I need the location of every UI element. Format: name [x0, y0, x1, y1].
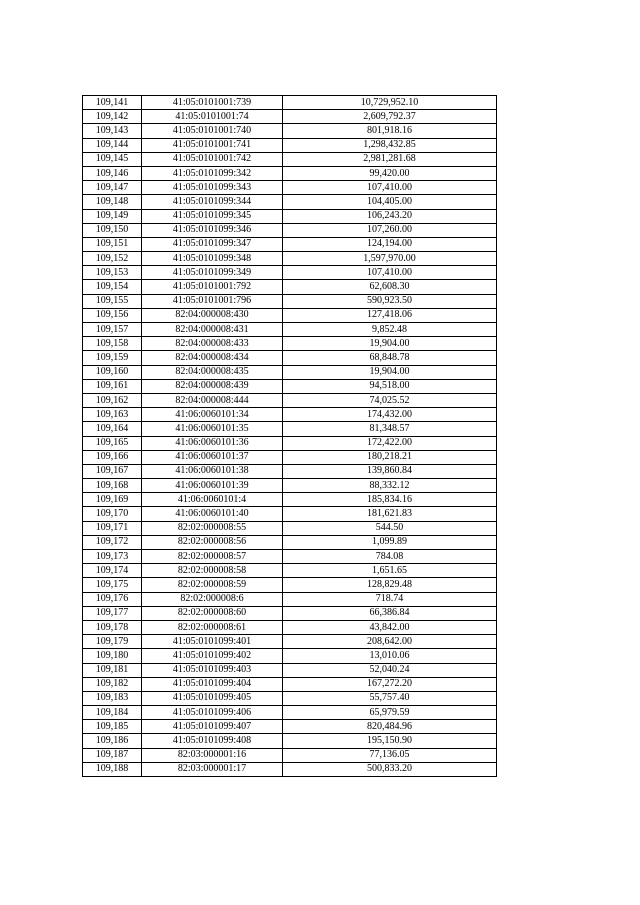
value-cell: 181,621.83 — [283, 507, 497, 521]
cadastral-number-cell: 41:05:0101099:343 — [142, 181, 283, 195]
row-number-cell: 109,178 — [83, 620, 142, 634]
row-number-cell: 109,165 — [83, 436, 142, 450]
row-number-cell: 109,170 — [83, 507, 142, 521]
value-cell: 1,099.89 — [283, 535, 497, 549]
value-cell: 784.08 — [283, 550, 497, 564]
table-row — [83, 323, 497, 337]
table-row — [83, 237, 497, 251]
value-cell: 43,842.00 — [283, 620, 497, 634]
table-row — [83, 195, 497, 209]
row-number-cell: 109,150 — [83, 223, 142, 237]
table-row — [83, 592, 497, 606]
value-cell: 66,386.84 — [283, 606, 497, 620]
cadastral-number-cell: 41:05:0101099:408 — [142, 734, 283, 748]
row-number-cell: 109,173 — [83, 550, 142, 564]
row-number-cell: 109,174 — [83, 564, 142, 578]
cadastral-number-cell: 41:05:0101099:347 — [142, 237, 283, 251]
table-row — [83, 393, 497, 407]
value-cell: 106,243.20 — [283, 209, 497, 223]
value-cell: 65,979.59 — [283, 706, 497, 720]
value-cell: 10,729,952.10 — [283, 96, 497, 110]
table-row — [83, 564, 497, 578]
value-cell: 104,405.00 — [283, 195, 497, 209]
value-cell: 68,848.78 — [283, 351, 497, 365]
row-number-cell: 109,147 — [83, 181, 142, 195]
cadastral-number-cell: 41:06:0060101:39 — [142, 479, 283, 493]
value-cell: 2,609,792.37 — [283, 110, 497, 124]
row-number-cell: 109,187 — [83, 748, 142, 762]
table-row — [83, 110, 497, 124]
cadastral-number-cell: 41:05:0101099:402 — [142, 649, 283, 663]
row-number-cell: 109,162 — [83, 393, 142, 407]
table-row — [83, 280, 497, 294]
value-cell: 590,923.50 — [283, 294, 497, 308]
row-number-cell: 109,183 — [83, 691, 142, 705]
row-number-cell: 109,180 — [83, 649, 142, 663]
cadastral-number-cell: 41:06:0060101:38 — [142, 464, 283, 478]
value-cell: 139,860.84 — [283, 464, 497, 478]
cadastral-number-cell: 41:05:0101001:740 — [142, 124, 283, 138]
row-number-cell: 109,167 — [83, 464, 142, 478]
value-cell: 1,651.65 — [283, 564, 497, 578]
table-row — [83, 677, 497, 691]
cadastral-number-cell: 82:02:000008:55 — [142, 521, 283, 535]
row-number-cell: 109,145 — [83, 152, 142, 166]
row-number-cell: 109,144 — [83, 138, 142, 152]
value-cell: 13,010.06 — [283, 649, 497, 663]
table-row — [83, 762, 497, 776]
row-number-cell: 109,155 — [83, 294, 142, 308]
cadastral-number-cell: 41:05:0101099:348 — [142, 252, 283, 266]
value-cell: 127,418.06 — [283, 308, 497, 322]
cadastral-number-cell: 41:05:0101099:345 — [142, 209, 283, 223]
value-cell: 74,025.52 — [283, 393, 497, 407]
table-row — [83, 706, 497, 720]
row-number-cell: 109,143 — [83, 124, 142, 138]
value-cell: 77,136.05 — [283, 748, 497, 762]
table-row — [83, 166, 497, 180]
table-row — [83, 720, 497, 734]
cadastral-number-cell: 41:06:0060101:37 — [142, 450, 283, 464]
row-number-cell: 109,182 — [83, 677, 142, 691]
value-cell: 128,829.48 — [283, 578, 497, 592]
cadastral-number-cell: 41:05:0101099:346 — [142, 223, 283, 237]
table-row — [83, 181, 497, 195]
row-number-cell: 109,160 — [83, 365, 142, 379]
row-number-cell: 109,141 — [83, 96, 142, 110]
table-row — [83, 748, 497, 762]
row-number-cell: 109,159 — [83, 351, 142, 365]
value-cell: 167,272.20 — [283, 677, 497, 691]
value-cell: 107,410.00 — [283, 266, 497, 280]
row-number-cell: 109,164 — [83, 422, 142, 436]
table-row — [83, 436, 497, 450]
cadastral-number-cell: 41:05:0101099:349 — [142, 266, 283, 280]
row-number-cell: 109,157 — [83, 323, 142, 337]
value-cell: 124,194.00 — [283, 237, 497, 251]
data-table — [82, 95, 497, 777]
row-number-cell: 109,177 — [83, 606, 142, 620]
row-number-cell: 109,158 — [83, 337, 142, 351]
value-cell: 185,834.16 — [283, 493, 497, 507]
table-row — [83, 294, 497, 308]
table-row — [83, 663, 497, 677]
cadastral-number-cell: 82:02:000008:59 — [142, 578, 283, 592]
value-cell: 55,757.40 — [283, 691, 497, 705]
table-row — [83, 521, 497, 535]
value-cell: 208,642.00 — [283, 635, 497, 649]
cadastral-number-cell: 41:05:0101001:792 — [142, 280, 283, 294]
cadastral-number-cell: 41:05:0101099:401 — [142, 635, 283, 649]
value-cell: 107,260.00 — [283, 223, 497, 237]
cadastral-number-cell: 82:04:000008:434 — [142, 351, 283, 365]
table-row — [83, 507, 497, 521]
value-cell: 62,608.30 — [283, 280, 497, 294]
cadastral-number-cell: 41:05:0101001:739 — [142, 96, 283, 110]
cadastral-number-cell: 82:02:000008:56 — [142, 535, 283, 549]
cadastral-number-cell: 82:04:000008:430 — [142, 308, 283, 322]
cadastral-number-cell: 41:05:0101099:403 — [142, 663, 283, 677]
cadastral-number-cell: 41:05:0101099:407 — [142, 720, 283, 734]
cadastral-number-cell: 41:06:0060101:36 — [142, 436, 283, 450]
table-row — [83, 464, 497, 478]
cadastral-number-cell: 41:06:0060101:34 — [142, 408, 283, 422]
cadastral-number-cell: 82:02:000008:58 — [142, 564, 283, 578]
row-number-cell: 109,163 — [83, 408, 142, 422]
value-cell: 801,918.16 — [283, 124, 497, 138]
table-row — [83, 351, 497, 365]
cadastral-number-cell: 41:05:0101099:404 — [142, 677, 283, 691]
cadastral-number-cell: 82:04:000008:431 — [142, 323, 283, 337]
value-cell: 718.74 — [283, 592, 497, 606]
row-number-cell: 109,171 — [83, 521, 142, 535]
table-row — [83, 620, 497, 634]
cadastral-number-cell: 82:02:000008:6 — [142, 592, 283, 606]
row-number-cell: 109,148 — [83, 195, 142, 209]
row-number-cell: 109,186 — [83, 734, 142, 748]
row-number-cell: 109,149 — [83, 209, 142, 223]
row-number-cell: 109,146 — [83, 166, 142, 180]
value-cell: 99,420.00 — [283, 166, 497, 180]
cadastral-number-cell: 41:06:0060101:35 — [142, 422, 283, 436]
table-row — [83, 266, 497, 280]
table-row — [83, 635, 497, 649]
cadastral-number-cell: 82:02:000008:57 — [142, 550, 283, 564]
cadastral-number-cell: 82:04:000008:435 — [142, 365, 283, 379]
row-number-cell: 109,152 — [83, 252, 142, 266]
row-number-cell: 109,151 — [83, 237, 142, 251]
cadastral-number-cell: 82:02:000008:61 — [142, 620, 283, 634]
cadastral-number-cell: 41:05:0101099:342 — [142, 166, 283, 180]
cadastral-number-cell: 82:03:000001:16 — [142, 748, 283, 762]
table-row — [83, 209, 497, 223]
row-number-cell: 109,179 — [83, 635, 142, 649]
row-number-cell: 109,166 — [83, 450, 142, 464]
table-row — [83, 422, 497, 436]
table-row — [83, 223, 497, 237]
cadastral-number-cell: 82:04:000008:433 — [142, 337, 283, 351]
table-body — [83, 96, 497, 777]
table-row — [83, 96, 497, 110]
row-number-cell: 109,153 — [83, 266, 142, 280]
cadastral-number-cell: 82:02:000008:60 — [142, 606, 283, 620]
value-cell: 174,432.00 — [283, 408, 497, 422]
table-row — [83, 152, 497, 166]
table-row — [83, 734, 497, 748]
value-cell: 107,410.00 — [283, 181, 497, 195]
value-cell: 81,348.57 — [283, 422, 497, 436]
cadastral-number-cell: 41:05:0101099:406 — [142, 706, 283, 720]
cadastral-number-cell: 41:06:0060101:40 — [142, 507, 283, 521]
table-row — [83, 450, 497, 464]
cadastral-number-cell: 41:06:0060101:4 — [142, 493, 283, 507]
value-cell: 172,422.00 — [283, 436, 497, 450]
cadastral-number-cell: 41:05:0101099:405 — [142, 691, 283, 705]
value-cell: 544.50 — [283, 521, 497, 535]
table-row — [83, 408, 497, 422]
table-row — [83, 550, 497, 564]
table-row — [83, 649, 497, 663]
table-row — [83, 124, 497, 138]
table-row — [83, 691, 497, 705]
table-row — [83, 138, 497, 152]
cadastral-number-cell: 41:05:0101001:741 — [142, 138, 283, 152]
row-number-cell: 109,185 — [83, 720, 142, 734]
cadastral-number-cell: 41:05:0101001:796 — [142, 294, 283, 308]
value-cell: 94,518.00 — [283, 379, 497, 393]
row-number-cell: 109,172 — [83, 535, 142, 549]
cadastral-number-cell: 82:04:000008:444 — [142, 393, 283, 407]
cadastral-number-cell: 41:05:0101099:344 — [142, 195, 283, 209]
table-row — [83, 493, 497, 507]
cadastral-number-cell: 41:05:0101001:74 — [142, 110, 283, 124]
row-number-cell: 109,175 — [83, 578, 142, 592]
value-cell: 9,852.48 — [283, 323, 497, 337]
row-number-cell: 109,169 — [83, 493, 142, 507]
value-cell: 1,298,432.85 — [283, 138, 497, 152]
value-cell: 500,833.20 — [283, 762, 497, 776]
row-number-cell: 109,181 — [83, 663, 142, 677]
value-cell: 19,904.00 — [283, 365, 497, 379]
table-row — [83, 535, 497, 549]
table-row — [83, 379, 497, 393]
value-cell: 88,332.12 — [283, 479, 497, 493]
table-row — [83, 606, 497, 620]
table-row — [83, 308, 497, 322]
table-row — [83, 337, 497, 351]
cadastral-number-cell: 82:04:000008:439 — [142, 379, 283, 393]
row-number-cell: 109,154 — [83, 280, 142, 294]
table-row — [83, 365, 497, 379]
value-cell: 820,484.96 — [283, 720, 497, 734]
row-number-cell: 109,142 — [83, 110, 142, 124]
cadastral-number-cell: 41:05:0101001:742 — [142, 152, 283, 166]
value-cell: 19,904.00 — [283, 337, 497, 351]
value-cell: 195,150.90 — [283, 734, 497, 748]
table-row — [83, 252, 497, 266]
cadastral-number-cell: 82:03:000001:17 — [142, 762, 283, 776]
row-number-cell: 109,184 — [83, 706, 142, 720]
value-cell: 180,218.21 — [283, 450, 497, 464]
table-row — [83, 578, 497, 592]
value-cell: 52,040.24 — [283, 663, 497, 677]
value-cell: 1,597,970.00 — [283, 252, 497, 266]
row-number-cell: 109,188 — [83, 762, 142, 776]
table-row — [83, 479, 497, 493]
value-cell: 2,981,281.68 — [283, 152, 497, 166]
row-number-cell: 109,176 — [83, 592, 142, 606]
row-number-cell: 109,156 — [83, 308, 142, 322]
row-number-cell: 109,168 — [83, 479, 142, 493]
row-number-cell: 109,161 — [83, 379, 142, 393]
